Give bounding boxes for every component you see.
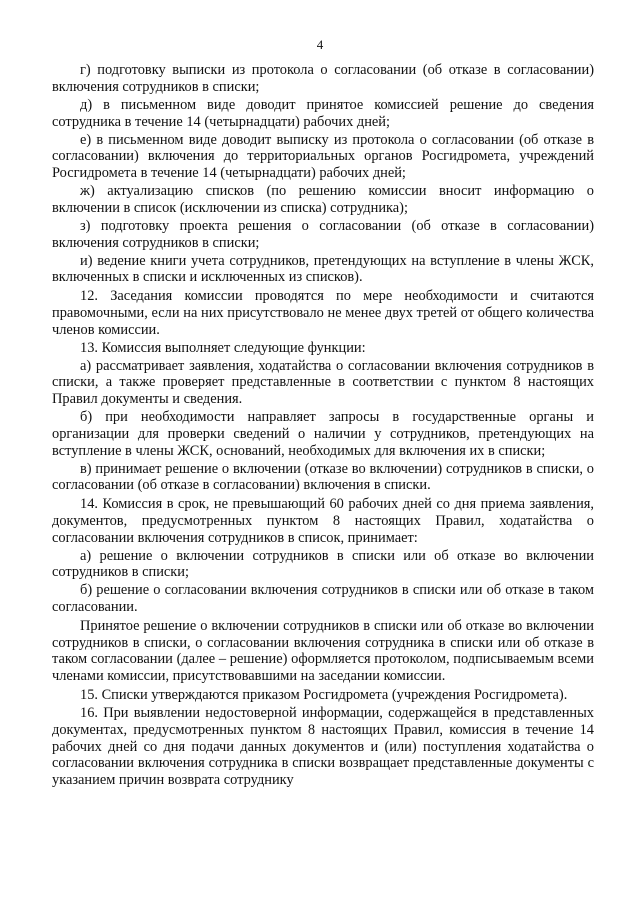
paragraph-clause-14-a: а) решение о включении сотрудников в списки или об отказе во включении сотрудников в списки; [52, 547, 594, 581]
paragraph-item-e: е) в письменном виде доводит выписку из протокола о согласовании (об отказе в согласовании) включения до территориальных органов Росгидромета, учреждений Росгидромета в течение 14 (четырнадцати) рабочих дней; [52, 131, 594, 181]
paragraph-item-z: з) подготовку проекта решения о согласовании (об отказе в согласовании) включения сотрудников в списки; [52, 217, 594, 251]
paragraph-item-g: г) подготовку выписки из протокола о согласовании (об отказе в согласовании) включения сотрудников в списки; [52, 62, 594, 95]
page-number: 4 [316, 37, 324, 52]
paragraph-clause-15: 15. Списки утверждаются приказом Росгидромета (учреждения Росгидромета). [80, 686, 568, 703]
paragraph-item-zh: ж) актуализацию списков (по решению комиссии вносит информацию о включении в список (исключении из списка) сотрудника); [52, 183, 594, 216]
paragraph-clause-14-b: б) решение о согласовании включения сотрудников в списки или об отказе в таком согласовании. [52, 582, 594, 616]
paragraph-clause-13-v: в) принимает решение о включении (отказе во включении) сотрудников в списки, о согласовании (об отказе в согласовании) включения в списки. [52, 460, 594, 494]
paragraph-item-d: д) в письменном виде доводит принятое комиссией решение до сведения сотрудника в течение 14 (четырнадцати) рабочих дней; [52, 96, 594, 130]
document-body [52, 62, 594, 790]
paragraph-clause-14: 14. Комиссия в срок, не превышающий 60 рабочих дней со дня приема заявления, документов, предусмотренных пунктом 8 настоящих Правил, ходатайства о согласовании включения сотрудников в список, принимает: [52, 496, 594, 546]
paragraph-item-i: и) ведение книги учета сотрудников, претендующих на вступление в члены ЖСК, включенных в списки и исключенных из списков). [52, 252, 594, 286]
paragraph-clause-12: 12. Заседания комиссии проводятся по мере необходимости и считаются правомочными, если на них присутствовало не менее двух третей от общего количества членов комиссии. [52, 288, 594, 338]
paragraph-decision: Принятое решение о включении сотрудников в списки или об отказе во включении сотрудников в списки, о согласовании включения сотрудника в списки или об отказе в таком согласовании (далее – решение) оформляется протоколом, подписываемым всеми членами комиссии, присутствовавшими на заседании комиссии. [52, 617, 594, 684]
paragraph-clause-13-a: а) рассматривает заявления, ходатайства о согласовании включения сотрудников в списки, а также проверяет представленные в соответствии с пунктом 8 настоящих Правил документы и сведения. [52, 357, 594, 408]
paragraph-clause-13-b: б) при необходимости направляет запросы в государственные органы и организации для проверки сведений о наличии у сотрудников, претендующих на вступление в члены ЖСК, оснований, необходимых для включения их в списки; [52, 409, 594, 459]
paragraph-clause-16: 16. При выявлении недостоверной информации, содержащейся в представленных документах, предусмотренных пунктом 8 настоящих Правил, комиссия в течение 14 рабочих дней со дня подачи данных документов и (или) поступления ходатайства о согласовании включения сотрудника в списки возвращает представленные документы с указанием причин возврата сотруднику [52, 705, 594, 789]
paragraph-clause-13: 13. Комиссия выполняет следующие функции: [80, 339, 366, 356]
